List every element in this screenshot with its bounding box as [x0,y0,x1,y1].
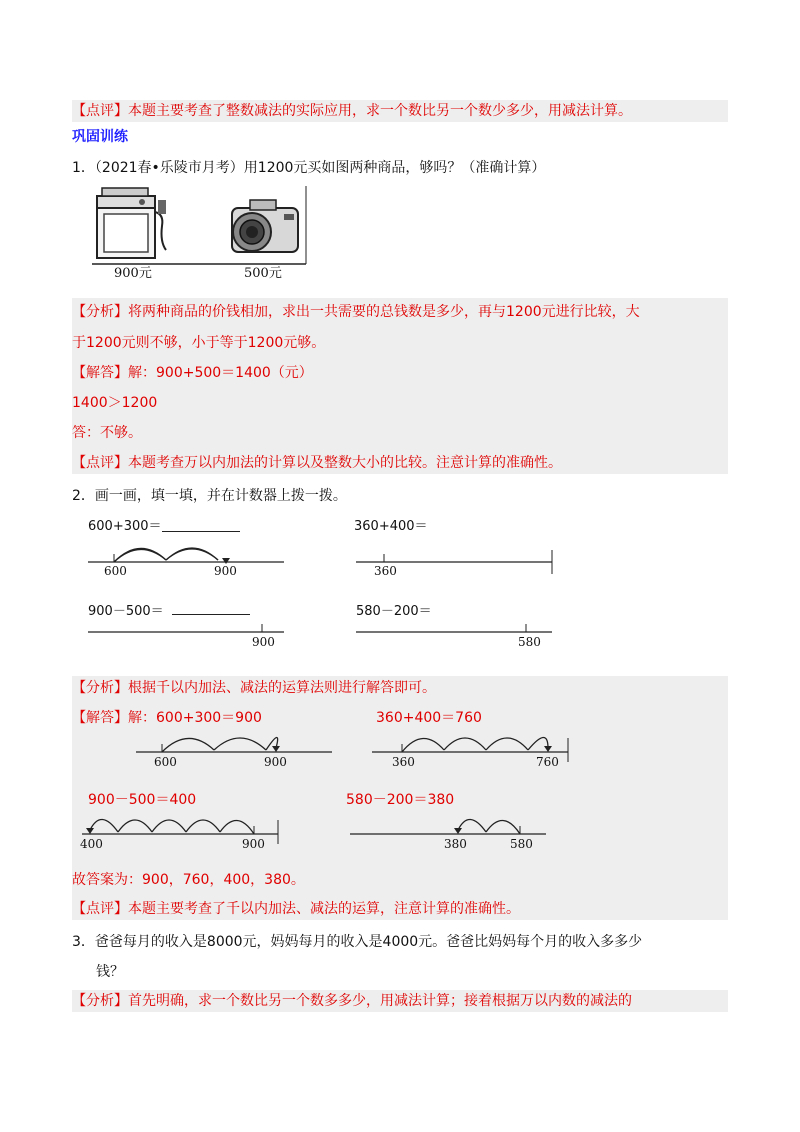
question-2: 2．画一画，填一填，并在计数器上拨一拨。 [72,488,347,504]
answer-label: 【解答】解： [72,710,156,726]
comment-line: 【点评】本题主要考查了整数减法的实际应用，求一个数比另一个数少多少，用减法计算。 [72,103,632,119]
problem-expression: 900－500＝ [88,604,164,619]
answer-expression: 900－500＝400 [88,792,197,808]
camera-icon [232,200,298,252]
question-3-cont: 钱？ [96,964,124,980]
answer-blank[interactable] [172,614,250,615]
tick-label: 900 [264,755,287,769]
answer-line-1: 【解答】解：900+500＝1400（元） [72,365,313,381]
comment-line: 【点评】本题考查万以内加法的计算以及整数大小的比较。注意计算的准确性。 [72,455,562,471]
tick-label: 360 [374,564,397,578]
question-1: 1．（2021春•乐陵市月考）用1200元买如图两种商品，够吗？（准确计算） [72,160,546,176]
tick-label: 580 [510,837,533,851]
question-3: 3．爸爸每月的收入是8000元，妈妈每月的收入是4000元。爸爸比妈妈每个月的收入多多少 [72,934,643,950]
problem-expression: 360+400＝ [354,519,428,534]
answer-prefix [72,708,262,728]
tick-label: 900 [242,837,265,851]
analysis-line-1: 【分析】将两种商品的价钱相加，求出一共需要的总钱数是多少，再与1200元进行比较，大 [72,304,640,320]
problem-expression: 600+300＝ [88,519,162,534]
tick-label: 900 [252,635,275,649]
answer-expression: 360+400＝760 [376,710,482,726]
final-answer: 故答案为：900，760，400，380。 [72,872,305,888]
tick-label: 760 [536,755,559,769]
analysis-line: 【分析】首先明确，求一个数比另一个数多多少，用减法计算；接着根据万以内数的减法的 [72,993,632,1009]
comment-line: 【点评】本题主要考查了千以内加法、减法的运算，注意计算的准确性。 [72,901,520,917]
answer-expression: 580－200＝380 [346,792,455,808]
washing-machine-icon [97,188,166,258]
analysis-line: 【分析】根据千以内加法、减法的运算法则进行解答即可。 [72,680,436,696]
tick-label: 380 [444,837,467,851]
problem-expression: 580－200＝ [356,604,432,619]
tick-label: 600 [154,755,177,769]
tick-label: 600 [104,564,127,578]
analysis-line-2: 于1200元则不够，小于等于1200元够。 [72,335,326,351]
tick-label: 900 [214,564,237,578]
answer-expression: 600+300＝900 [156,710,262,726]
tick-label: 580 [518,635,541,649]
tick-label: 400 [80,837,103,851]
price-label-2: 500元 [244,266,282,281]
answer-line-3: 答：不够。 [72,425,142,441]
price-label-1: 900元 [114,266,152,281]
answer-line-2: 1400＞1200 [72,395,158,411]
product-figure [92,186,308,282]
section-title: 巩固训练 [72,129,128,145]
tick-label: 360 [392,755,415,769]
answer-blank[interactable] [162,531,240,532]
